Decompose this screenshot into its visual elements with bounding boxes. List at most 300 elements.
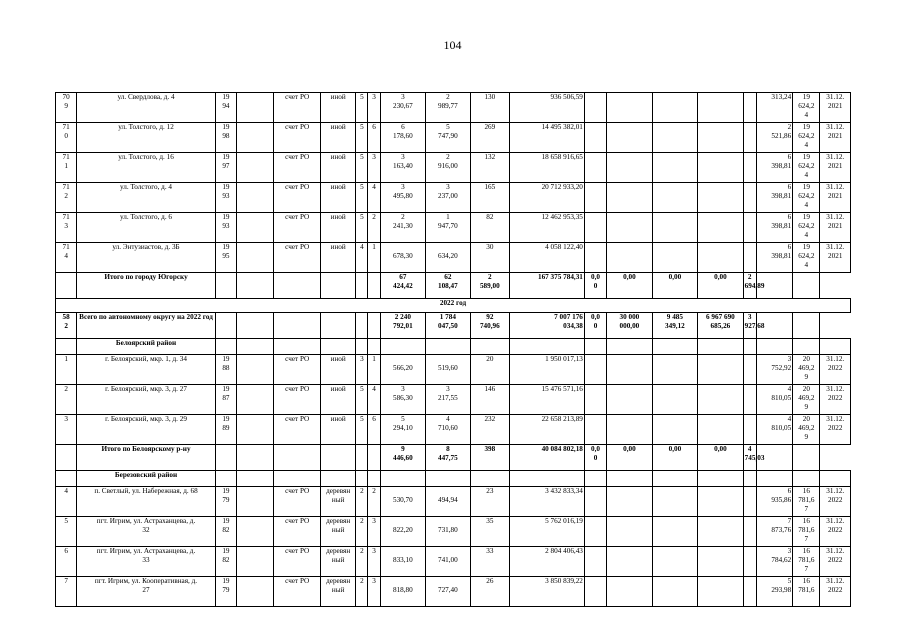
table-cell: п. Светлый, ул. Набережная, д. 68 <box>77 487 216 517</box>
table-cell: 5 <box>356 213 368 243</box>
table-cell: 71 3 <box>56 213 77 243</box>
table-cell <box>652 123 698 153</box>
table-cell <box>793 471 820 487</box>
table-cell <box>607 487 653 517</box>
table-cell <box>510 471 585 487</box>
table-cell <box>215 313 236 339</box>
table-cell <box>584 577 606 607</box>
table-cell: 6 <box>368 415 380 445</box>
table-cell <box>607 183 653 213</box>
table-cell: 31.12. 2021 <box>820 243 851 273</box>
table-cell <box>698 93 744 123</box>
table-cell <box>356 339 368 355</box>
table-cell <box>607 415 653 445</box>
table-cell: пгт. Игрим, ул. Кооперативная, д. 27 <box>77 577 216 607</box>
table-cell: 19 624,2 4 <box>793 213 820 243</box>
table-cell <box>584 339 606 355</box>
table-cell: 19 624,2 4 <box>793 183 820 213</box>
table-cell <box>652 471 698 487</box>
table-cell: 31.12. 2022 <box>820 487 851 517</box>
table-cell <box>698 487 744 517</box>
table-cell: счет РО <box>274 577 321 607</box>
table-cell <box>237 471 274 487</box>
table-cell <box>743 183 756 213</box>
table-cell <box>607 153 653 183</box>
table-cell <box>652 487 698 517</box>
table-cell <box>756 471 792 487</box>
table-cell: г. Белоярский, мкр. 3, д. 27 <box>77 385 216 415</box>
table-cell <box>743 415 756 445</box>
table-cell <box>584 471 606 487</box>
table-cell: 1 950 017,13 <box>510 355 585 385</box>
table-cell <box>652 415 698 445</box>
table-cell: 7 <box>56 577 77 607</box>
table-cell: счет РО <box>274 123 321 153</box>
table-cell: 6 935,86 <box>756 487 792 517</box>
table-cell <box>743 93 756 123</box>
total-value: 0,0 0 <box>584 313 606 339</box>
total-value: 398 <box>470 445 509 471</box>
table-cell <box>584 385 606 415</box>
table-cell <box>237 355 274 385</box>
table-cell <box>380 471 426 487</box>
table-cell <box>698 385 744 415</box>
total-value: 62 108,47 <box>426 273 471 299</box>
table-cell: 31.12. 2021 <box>820 153 851 183</box>
table-cell <box>743 213 756 243</box>
table-cell: 6 398,81 <box>756 183 792 213</box>
table-cell: деревян ный <box>320 487 355 517</box>
table-cell: 71 4 <box>56 243 77 273</box>
table-cell: 5 <box>56 517 77 547</box>
total-value: 92 740,96 <box>470 313 509 339</box>
table-row <box>56 243 851 273</box>
table-cell: иной <box>320 183 355 213</box>
table-cell <box>584 123 606 153</box>
total-value <box>793 313 820 339</box>
table-cell <box>320 445 355 471</box>
table-cell <box>320 471 355 487</box>
table-cell <box>652 355 698 385</box>
table-cell <box>320 339 355 355</box>
table-cell: 20 469,2 9 <box>793 355 820 385</box>
table-cell: 31.12. 2022 <box>820 385 851 415</box>
table-cell: 19 89 <box>215 415 236 445</box>
table-cell <box>368 339 380 355</box>
table-cell <box>584 547 606 577</box>
total-value: 1 784 047,50 <box>426 313 471 339</box>
table-row <box>56 547 851 577</box>
table-cell: 3 495,80 <box>380 183 426 213</box>
table-cell: 33 <box>470 547 509 577</box>
table-cell <box>652 93 698 123</box>
table-cell <box>652 577 698 607</box>
table-cell <box>743 355 756 385</box>
table-cell: 30 <box>470 243 509 273</box>
table-cell <box>607 577 653 607</box>
table-cell: 19 624,2 4 <box>793 93 820 123</box>
table-cell <box>320 273 355 299</box>
table-cell <box>743 471 756 487</box>
table-cell: счет РО <box>274 183 321 213</box>
table-cell: 82 <box>470 213 509 243</box>
table-cell: иной <box>320 355 355 385</box>
table-cell: 6 398,81 <box>756 153 792 183</box>
table-cell: 2 <box>368 213 380 243</box>
table-cell <box>698 243 744 273</box>
table-cell: 19 79 <box>215 577 236 607</box>
table-cell: 727,40 <box>426 577 471 607</box>
table-cell <box>356 273 368 299</box>
total-value: 4 745,03 <box>743 445 756 471</box>
table-cell: 16 781,6 7 <box>793 487 820 517</box>
table-cell <box>652 547 698 577</box>
table-cell <box>56 471 77 487</box>
table-cell: деревян ный <box>320 547 355 577</box>
table-cell <box>698 517 744 547</box>
table-cell: 31.12. 2022 <box>820 415 851 445</box>
table-row <box>56 355 851 385</box>
table-cell <box>607 339 653 355</box>
table-cell: 146 <box>470 385 509 415</box>
table-cell: 16 781,6 <box>793 577 820 607</box>
table-cell: 20 469,2 9 <box>793 415 820 445</box>
table-cell <box>274 313 321 339</box>
total-value <box>793 273 820 299</box>
table-cell: 5 <box>356 153 368 183</box>
table-cell: иной <box>320 123 355 153</box>
table-cell: 15 476 571,16 <box>510 385 585 415</box>
table-cell <box>743 577 756 607</box>
total-value: 7 007 176 034,38 <box>510 313 585 339</box>
table-cell <box>368 273 380 299</box>
table-cell: 31.12. 2021 <box>820 93 851 123</box>
table-cell: 4 810,05 <box>756 415 792 445</box>
table-cell <box>237 445 274 471</box>
table-cell <box>426 471 471 487</box>
table-row <box>56 183 851 213</box>
table-cell: 4 710,60 <box>426 415 471 445</box>
table-cell <box>743 243 756 273</box>
table-cell <box>274 445 321 471</box>
table-cell: 6 <box>56 547 77 577</box>
table-cell: 14 495 382,01 <box>510 123 585 153</box>
table-cell: 31.12. 2022 <box>820 517 851 547</box>
district-name: Березовский район <box>77 471 216 487</box>
table-cell <box>698 355 744 385</box>
subtotal-row <box>56 273 851 299</box>
table-cell: 731,80 <box>426 517 471 547</box>
table-cell <box>584 355 606 385</box>
table-cell: 20 <box>470 355 509 385</box>
table-cell: 130 <box>470 93 509 123</box>
table-cell: 833,10 <box>380 547 426 577</box>
table-cell <box>743 339 756 355</box>
table-cell: счет РО <box>274 213 321 243</box>
table-cell <box>215 445 236 471</box>
table-cell <box>356 313 368 339</box>
table-cell <box>356 471 368 487</box>
table-cell: 3 163,40 <box>380 153 426 183</box>
table-cell: 20 469,2 9 <box>793 385 820 415</box>
total-value: 2 694,89 <box>743 273 756 299</box>
table-cell: 4 <box>368 385 380 415</box>
table-cell <box>237 339 274 355</box>
table-cell: 3 <box>356 355 368 385</box>
table-cell: ул. Толстого, д. 6 <box>77 213 216 243</box>
table-cell: 6 398,81 <box>756 243 792 273</box>
table-cell: 31.12. 2022 <box>820 577 851 607</box>
table-cell: 3 <box>368 517 380 547</box>
total-value: 8 447,75 <box>426 445 471 471</box>
table-cell: 519,60 <box>426 355 471 385</box>
table-cell <box>652 339 698 355</box>
total-value: 0,0 0 <box>584 445 606 471</box>
table-cell: 3 752,92 <box>756 355 792 385</box>
table-cell <box>237 415 274 445</box>
table-cell: 1 947,70 <box>426 213 471 243</box>
table-cell: 634,20 <box>426 243 471 273</box>
table-row <box>56 487 851 517</box>
table-cell: счет РО <box>274 385 321 415</box>
table-cell: 2 <box>56 385 77 415</box>
table-cell <box>584 487 606 517</box>
table-cell: счет РО <box>274 153 321 183</box>
table-cell: счет РО <box>274 415 321 445</box>
table-cell <box>607 123 653 153</box>
table-cell: 566,20 <box>380 355 426 385</box>
total-value: 30 000 000,00 <box>607 313 653 339</box>
table-cell <box>584 213 606 243</box>
table-cell: 19 93 <box>215 213 236 243</box>
table-cell: 19 88 <box>215 355 236 385</box>
total-value: 67 424,42 <box>380 273 426 299</box>
table-cell: 2 <box>356 547 368 577</box>
table-cell: 1 <box>368 243 380 273</box>
table-cell: 2 916,00 <box>426 153 471 183</box>
table-cell <box>743 517 756 547</box>
table-row <box>56 213 851 243</box>
table-cell: ул. Свердлова, д. 4 <box>77 93 216 123</box>
table-cell: 7 873,76 <box>756 517 792 547</box>
table-cell: 5 <box>356 183 368 213</box>
table-cell: иной <box>320 153 355 183</box>
total-label: Итого по городу Югорску <box>77 273 216 299</box>
table-cell <box>368 471 380 487</box>
table-cell <box>698 339 744 355</box>
table-cell: ул. Толстого, д. 12 <box>77 123 216 153</box>
total-value: 3 927,68 <box>743 313 756 339</box>
table-cell: 5 <box>356 93 368 123</box>
table-cell: 1 <box>56 355 77 385</box>
table-cell: ул. Энтузиастов, д. 3Б <box>77 243 216 273</box>
row-number: 58 2 <box>56 313 77 339</box>
table-cell <box>698 213 744 243</box>
total-value: 0,00 <box>698 273 744 299</box>
table-cell <box>607 243 653 273</box>
table-cell <box>743 153 756 183</box>
table-cell <box>743 547 756 577</box>
table-cell: 70 9 <box>56 93 77 123</box>
table-cell: 3 217,55 <box>426 385 471 415</box>
table-cell: 19 624,2 4 <box>793 243 820 273</box>
table-cell: 71 1 <box>56 153 77 183</box>
table-cell: 19 624,2 4 <box>793 123 820 153</box>
table-cell: 822,20 <box>380 517 426 547</box>
table-cell: 2 <box>356 577 368 607</box>
total-value: 2 589,00 <box>470 273 509 299</box>
table-cell: 19 624,2 4 <box>793 153 820 183</box>
table-cell <box>698 471 744 487</box>
table-cell: 5 293,98 <box>756 577 792 607</box>
table-cell <box>237 385 274 415</box>
total-value: 40 084 802,18 <box>510 445 585 471</box>
table-cell: 31.12. 2021 <box>820 123 851 153</box>
table-cell: 3 230,67 <box>380 93 426 123</box>
table-cell: 2 <box>356 487 368 517</box>
table-cell: 4 <box>356 243 368 273</box>
table-cell: счет РО <box>274 487 321 517</box>
table-cell: иной <box>320 243 355 273</box>
table-row <box>56 577 851 607</box>
table-cell: 2 <box>368 487 380 517</box>
table-cell: 936 506,59 <box>510 93 585 123</box>
table-cell <box>652 385 698 415</box>
table-cell: счет РО <box>274 517 321 547</box>
district-header-row <box>56 339 851 355</box>
page-number: 104 <box>443 38 462 52</box>
table-cell: 2 241,30 <box>380 213 426 243</box>
table-cell: 2 989,77 <box>426 93 471 123</box>
table-cell <box>237 487 274 517</box>
table-cell <box>215 273 236 299</box>
table-cell: 530,70 <box>380 487 426 517</box>
table-cell: 678,30 <box>380 243 426 273</box>
table-cell <box>698 415 744 445</box>
total-label: Всего по автономному округу на 2022 год <box>77 313 216 339</box>
table-cell: 132 <box>470 153 509 183</box>
table-cell: 1 <box>368 355 380 385</box>
table-cell <box>237 243 274 273</box>
year-header-row <box>56 299 851 313</box>
table-cell: иной <box>320 93 355 123</box>
table-cell <box>356 445 368 471</box>
total-value: 0,00 <box>607 445 653 471</box>
table-cell: пгт. Игрим, ул. Астраханцева, д. 32 <box>77 517 216 547</box>
total-value <box>793 445 820 471</box>
table-row <box>56 517 851 547</box>
table-cell: 232 <box>470 415 509 445</box>
table-cell <box>698 547 744 577</box>
table-cell: 269 <box>470 123 509 153</box>
table-cell: деревян ный <box>320 577 355 607</box>
total-value: 9 485 349,12 <box>652 313 698 339</box>
table-cell <box>652 153 698 183</box>
table-cell: 3 850 839,22 <box>510 577 585 607</box>
table-cell: 71 0 <box>56 123 77 153</box>
table-cell: 19 79 <box>215 487 236 517</box>
table-cell <box>698 123 744 153</box>
table-cell: 3 <box>368 93 380 123</box>
table-cell: 6 178,60 <box>380 123 426 153</box>
table-row <box>56 385 851 415</box>
table-cell <box>652 213 698 243</box>
total-value: 0,00 <box>652 273 698 299</box>
table-cell: 165 <box>470 183 509 213</box>
table-cell <box>698 577 744 607</box>
table-cell: 818,80 <box>380 577 426 607</box>
table-cell <box>368 445 380 471</box>
total-value: 2 240 792,01 <box>380 313 426 339</box>
table-cell: 6 <box>368 123 380 153</box>
table-cell: 16 781,6 7 <box>793 517 820 547</box>
table-cell <box>652 517 698 547</box>
table-cell: 2 804 406,43 <box>510 547 585 577</box>
table-cell <box>56 339 77 355</box>
table-cell <box>652 243 698 273</box>
table-cell: 19 93 <box>215 183 236 213</box>
table-cell: 3 432 833,34 <box>510 487 585 517</box>
table-cell: 19 82 <box>215 517 236 547</box>
table-cell: 3 <box>368 577 380 607</box>
table-cell <box>607 385 653 415</box>
table-cell <box>320 313 355 339</box>
table-cell <box>237 273 274 299</box>
table-cell: 313,24 <box>756 93 792 123</box>
table-cell: 5 <box>356 385 368 415</box>
table-cell <box>820 471 851 487</box>
table-cell <box>237 93 274 123</box>
table-cell: 494,94 <box>426 487 471 517</box>
district-name: Белоярский район <box>77 339 216 355</box>
table-cell <box>698 153 744 183</box>
table-cell <box>584 415 606 445</box>
table-cell: 31.12. 2022 <box>820 355 851 385</box>
table-cell <box>215 339 236 355</box>
table-cell: 5 <box>356 123 368 153</box>
table-cell <box>237 313 274 339</box>
table-cell <box>237 213 274 243</box>
table-cell <box>368 313 380 339</box>
table-cell: 2 <box>356 517 368 547</box>
table-cell: иной <box>320 415 355 445</box>
table-cell <box>743 385 756 415</box>
table-cell: 19 94 <box>215 93 236 123</box>
table-cell: 3 237,00 <box>426 183 471 213</box>
table-cell <box>274 471 321 487</box>
table-cell: 71 2 <box>56 183 77 213</box>
table-cell: 23 <box>470 487 509 517</box>
table-cell: счет РО <box>274 243 321 273</box>
table-cell <box>607 517 653 547</box>
table-cell: 5 762 016,19 <box>510 517 585 547</box>
table-cell <box>607 213 653 243</box>
table-cell: 4 <box>368 183 380 213</box>
table-cell: деревян ный <box>320 517 355 547</box>
table-cell <box>584 93 606 123</box>
table-cell: 31.12. 2022 <box>820 547 851 577</box>
table-cell <box>237 547 274 577</box>
table-cell <box>652 183 698 213</box>
table-cell <box>274 273 321 299</box>
total-value: 0,00 <box>652 445 698 471</box>
table-cell: 35 <box>470 517 509 547</box>
table-cell <box>215 471 236 487</box>
table-cell: счет РО <box>274 547 321 577</box>
table-cell <box>820 339 851 355</box>
table-cell <box>698 183 744 213</box>
table-row <box>56 123 851 153</box>
